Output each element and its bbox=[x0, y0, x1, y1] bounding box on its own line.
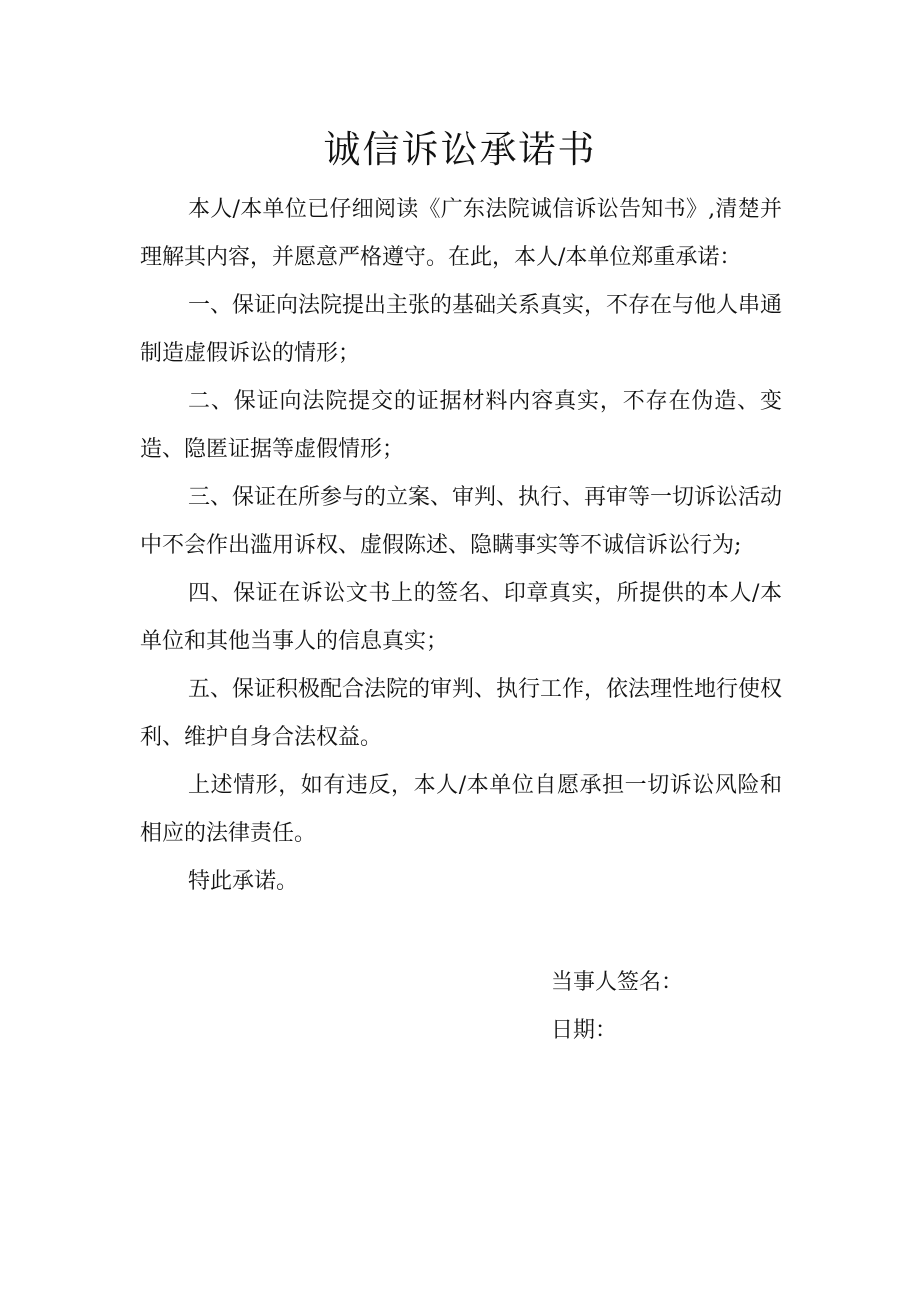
commitment-2: 二、保证向法院提交的证据材料内容真实，不存在伪造、变造、隐匿证据等虚假情形； bbox=[140, 389, 782, 462]
commitment-5: 五、保证积极配合法院的审判、执行工作，依法理性地行使权利、维护自身合法权益。 bbox=[140, 677, 783, 750]
commitment-3: 三、保证在所参与的立案、审判、执行、再审等一切诉讼活动中不会作出滥用诉权、虚假陈述、隐瞒事实等不诚信诉讼行为; bbox=[140, 485, 783, 558]
closing-paragraph: 特此承诺。 bbox=[188, 869, 299, 894]
commitment-1: 一、保证向法院提出主张的基础关系真实，不存在与他人串通制造虚假诉讼的情形； bbox=[140, 293, 783, 366]
date-label: 日期： bbox=[551, 1018, 618, 1043]
liability-paragraph: 上述情形，如有违反，本人/本单位自愿承担一切诉讼风险和相应的法律责任。 bbox=[140, 773, 782, 846]
signature-label: 当事人签名： bbox=[551, 970, 684, 995]
document-body bbox=[140, 186, 782, 906]
intro-paragraph: 本人/本单位已仔细阅读《广东法院诚信诉讼告知书》,清楚并理解其内容，并愿意严格遵守。在此，本人/本单位郑重承诺： bbox=[140, 197, 782, 270]
commitment-4: 四、保证在诉讼文书上的签名、印章真实，所提供的本人/本单位和其他当事人的信息真实； bbox=[140, 581, 782, 654]
document-title: 诚信诉讼承诺书 bbox=[323, 128, 597, 171]
